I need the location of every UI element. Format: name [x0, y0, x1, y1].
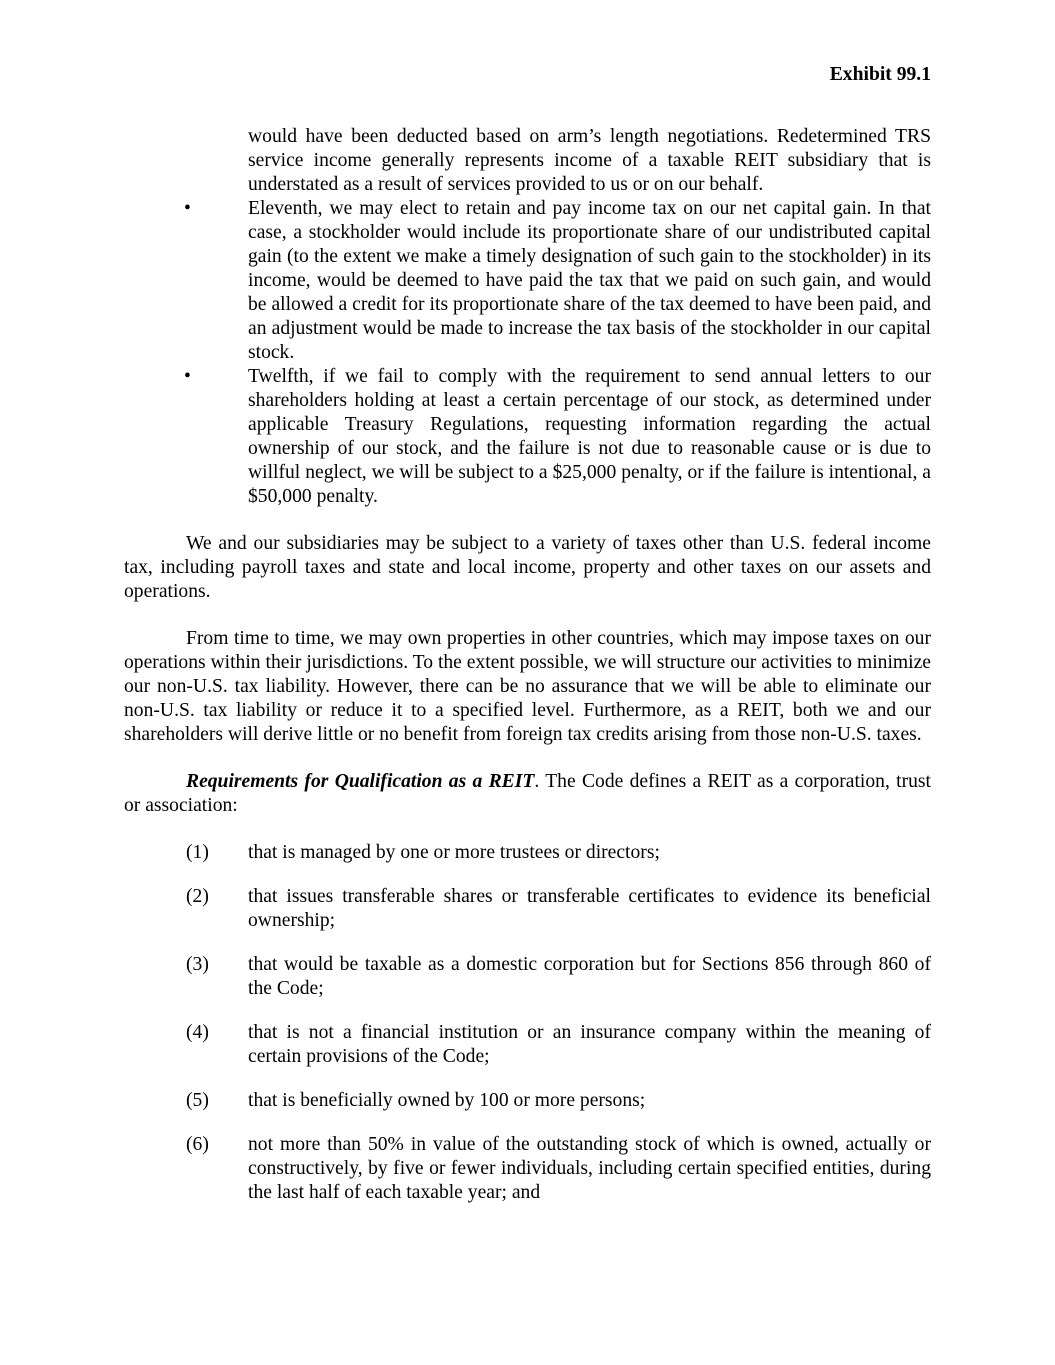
exhibit-label: Exhibit 99.1 [829, 64, 931, 85]
list-item-number: (1) [186, 842, 209, 863]
bullet-icon: • [184, 366, 191, 387]
list-item [124, 885, 931, 933]
list-item-text: not more than 50% in value of the outstanding stock of which is owned, actually or constructively, by five or fewer individuals, including certain specified entities, during the last half of each taxable year; and [248, 1134, 931, 1203]
list-item-number: (6) [186, 1134, 209, 1155]
bullet-text: Twelfth, if we fail to comply with the requirement to send annual letters to our shareholders holding at least a certain percentage of our stock, as determined under applicable Treasury Regulations, requesting information regarding the actual ownership of our stock, and the failure is not due to reasonable cause or is due to willful neglect, we will be subject to a $25,000 penalty, or if the failure is intentional, a $50,000 penalty. [248, 366, 931, 507]
paragraph-reit-requirements [124, 770, 931, 818]
list-item-number: (2) [186, 886, 209, 907]
list-item [124, 953, 931, 1001]
list-item [124, 1021, 931, 1069]
list-item [124, 1133, 931, 1205]
list-item-text: that would be taxable as a domestic corporation but for Sections 856 through 860 of the Code; [248, 954, 931, 999]
bullet-text: Eleventh, we may elect to retain and pay income tax on our net capital gain. In that case, a stockholder would include its proportionate share of our undistributed capital gain (to the extent we make a timely designation of such gain to the stockholder) in its income, would be deemed to have paid the tax that we paid on such gain, and would be allowed a credit for its proportionate share of the tax deemed to have been paid, and an adjustment would be made to increase the tax basis of the stockholder in our capital stock. [248, 198, 931, 363]
continuation-text: would have been deducted based on arm’s length negotiations. Redetermined TRS service income generally represents income of a taxable REIT subsidiary that is understated as a result of services provided to us or on our behalf. [248, 126, 931, 195]
bullet-item-eleventh [124, 197, 931, 365]
list-item-number: (3) [186, 954, 209, 975]
bullet-item-twelfth [124, 365, 931, 509]
bullet-icon: • [184, 198, 191, 219]
list-item-number: (5) [186, 1090, 209, 1111]
list-item-text: that issues transferable shares or transferable certificates to evidence its beneficial ownership; [248, 886, 931, 931]
requirements-list [124, 841, 931, 1205]
section-heading: Requirements for Qualification as a REIT [186, 771, 535, 792]
list-item-text: that is not a financial institution or an insurance company within the meaning of certain provisions of the Code; [248, 1022, 931, 1067]
list-item [124, 841, 931, 865]
list-item-text: that is beneficially owned by 100 or more persons; [248, 1090, 646, 1111]
section-intro: . The Code defines a REIT as a corporation, trust or association: [124, 771, 931, 816]
list-item [124, 1089, 931, 1113]
document-body [124, 125, 931, 1225]
list-item-text: that is managed by one or more trustees or directors; [248, 842, 660, 863]
paragraph-foreign-taxes: From time to time, we may own properties in other countries, which may impose taxes on our operations within their jurisdictions. To the extent possible, we will structure our activities to minimize our non-U.S. tax liability. However, there can be no assurance that we will be able to eliminate our non-U.S. tax liability or reduce it to a specified level. Furthermore, as a REIT, both we and our shareholders will derive little or no benefit from foreign tax credits arising from those non-U.S. taxes. [124, 628, 931, 745]
paragraph-other-taxes: We and our subsidiaries may be subject to a variety of taxes other than U.S. federal income tax, including payroll taxes and state and local income, property and other taxes on our assets and operations. [124, 533, 931, 602]
list-item-number: (4) [186, 1022, 209, 1043]
